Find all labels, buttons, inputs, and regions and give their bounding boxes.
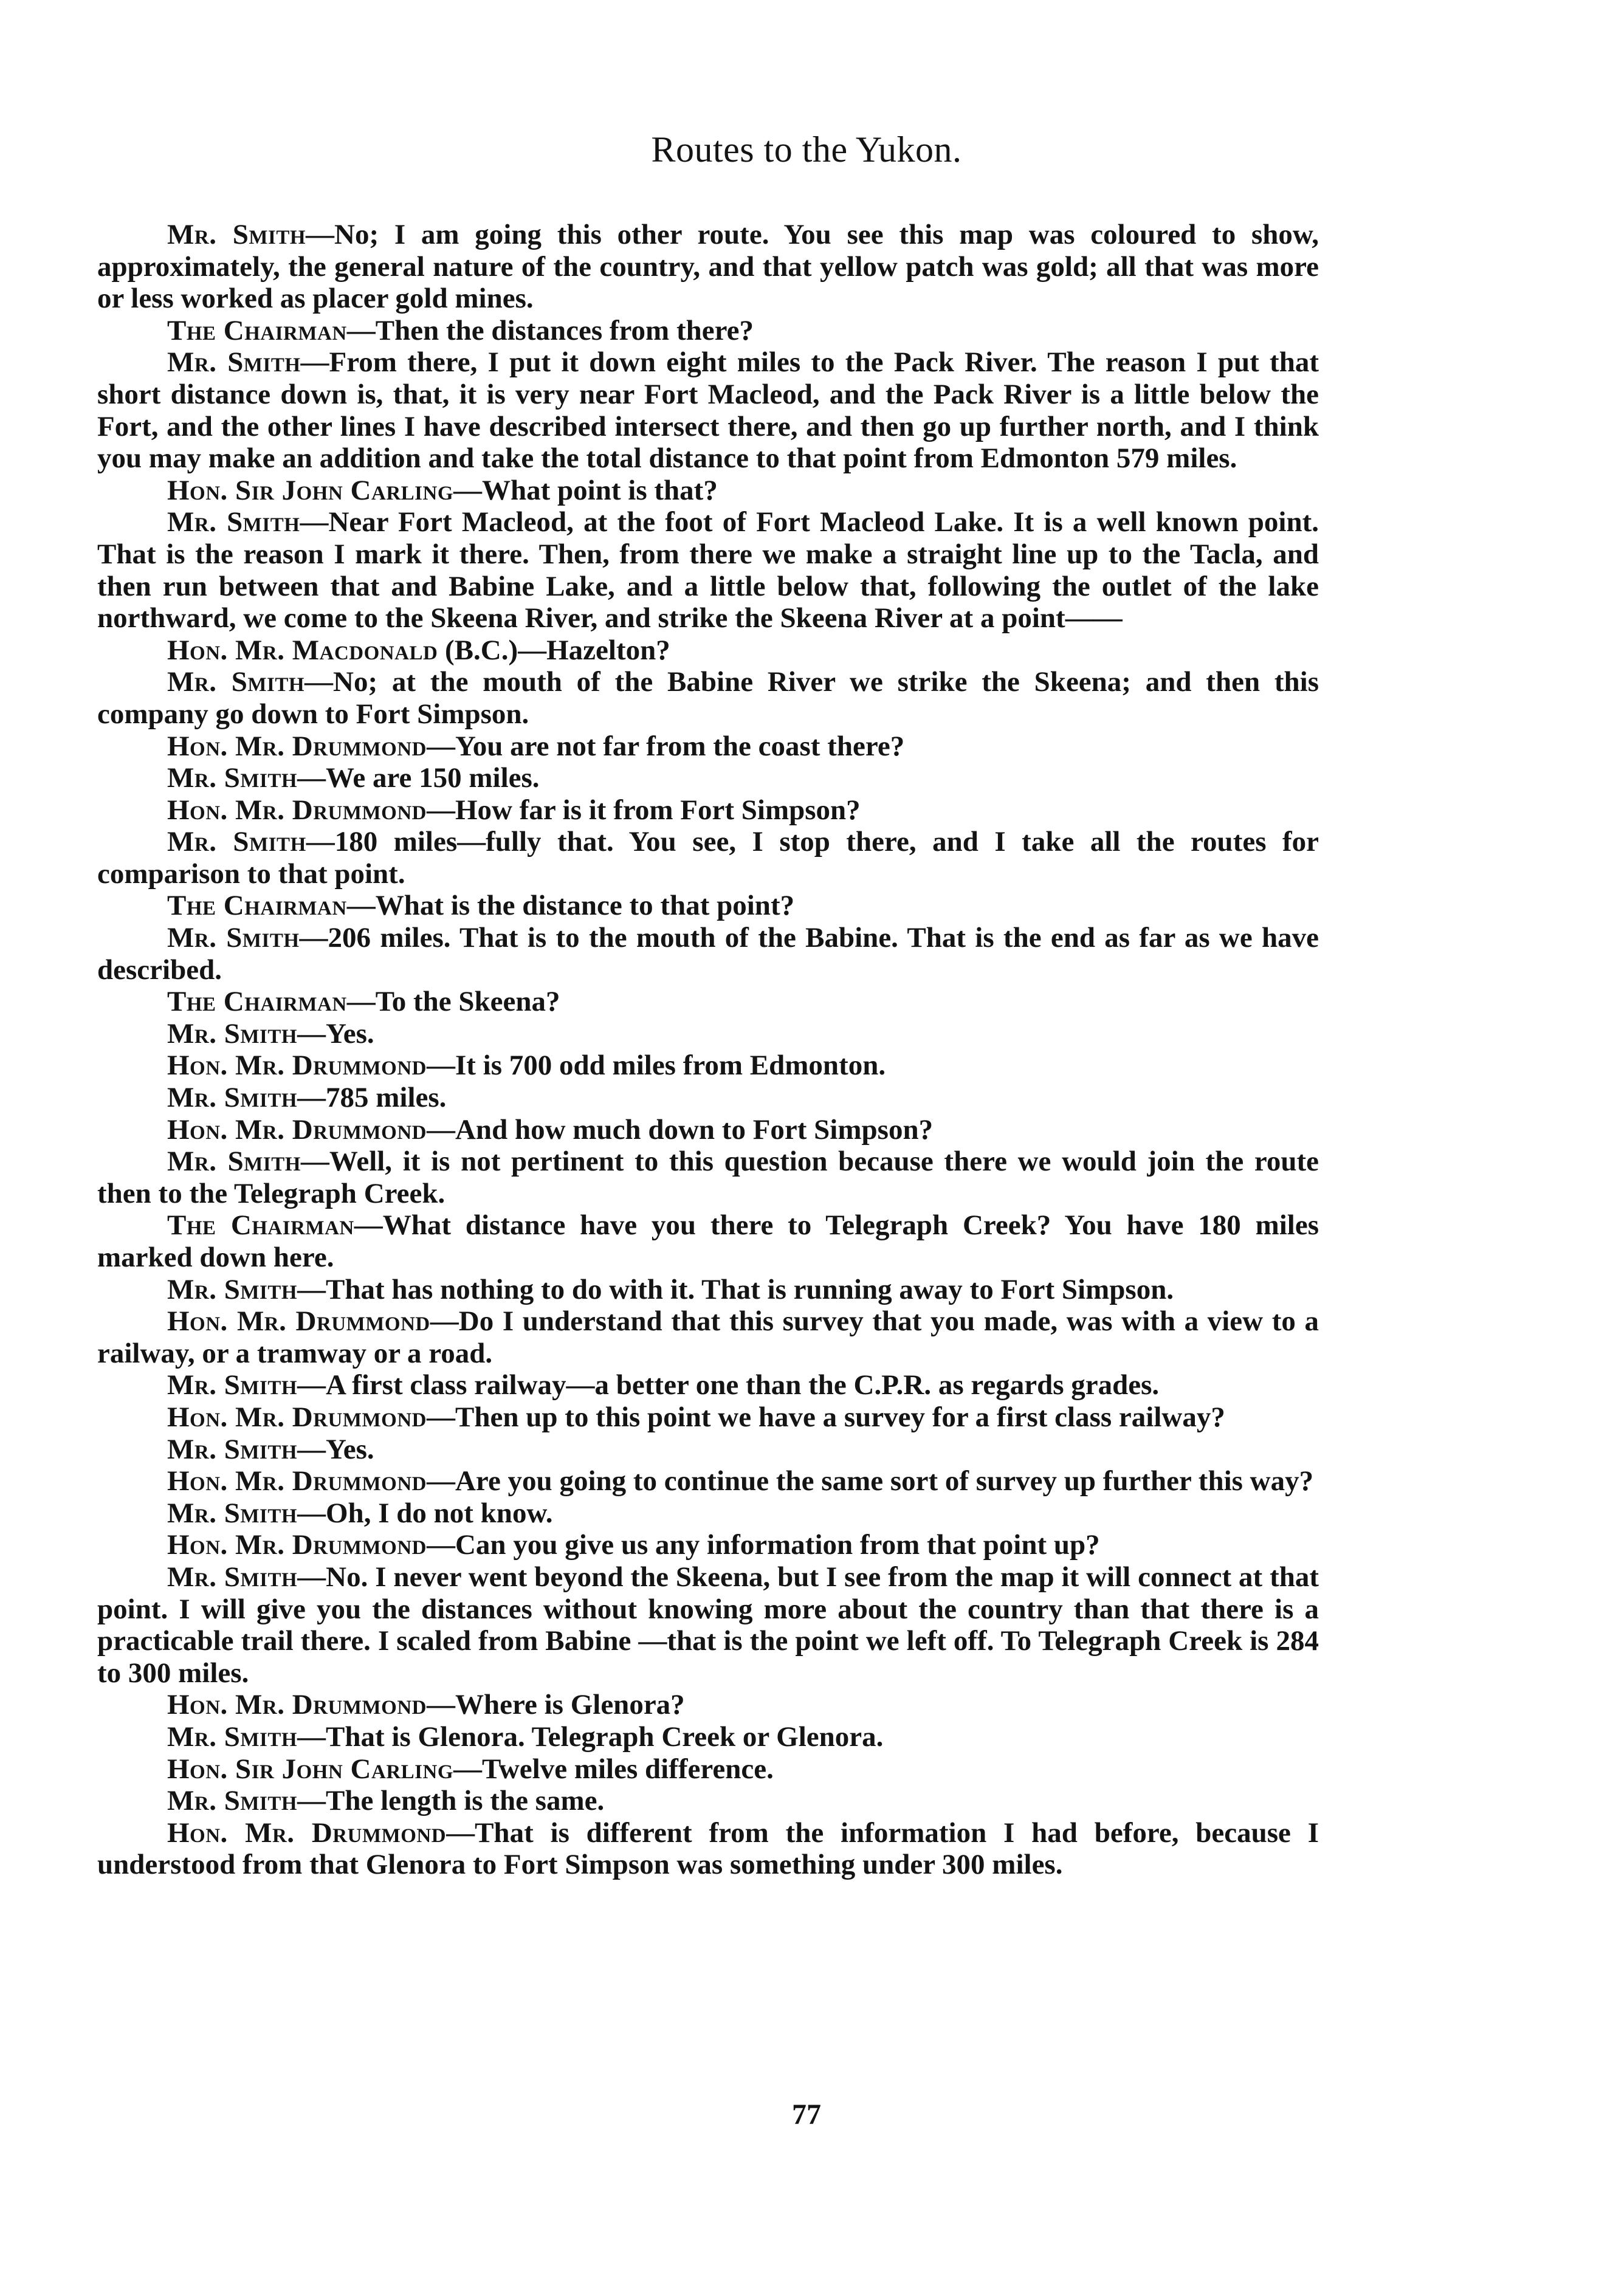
paragraph (97, 1529, 1319, 1561)
page-number: 77 (792, 2098, 821, 2131)
paragraph (97, 1753, 1319, 1786)
speaker-name: Mr. Smith (167, 1785, 297, 1817)
speech-text: —It is 700 odd miles from Edmonton. (426, 1050, 886, 1082)
paragraph (97, 1434, 1319, 1466)
paragraph (97, 1721, 1319, 1753)
speaker-name: Mr. Smith (167, 1273, 297, 1305)
paragraph (97, 1146, 1319, 1209)
speaker-name: Mr. Smith (167, 1017, 297, 1050)
page-title: Routes to the Yukon. (651, 129, 962, 170)
paragraph (97, 794, 1319, 827)
paragraph (97, 666, 1319, 730)
speaker-name: Hon. Mr. Drummond (167, 1050, 427, 1082)
paragraph (97, 346, 1319, 474)
speaker-name: The Chairman (167, 1209, 354, 1242)
speech-text: (B.C.)—Hazelton? (438, 634, 670, 666)
speaker-name: Mr. Smith (167, 506, 300, 538)
paragraph (97, 1401, 1319, 1434)
transcript-body (97, 219, 1319, 1881)
speaker-name: Hon. Mr. Drummond (167, 794, 427, 826)
speech-text: —What distance have you there to Telegraph Creek? You have 180 miles marked down here. (97, 1209, 1319, 1273)
speech-text: —A first class railway—a better one than the C.P.R. as regards grades. (297, 1369, 1160, 1401)
speaker-name: Hon. Sir John Carling (167, 474, 453, 506)
speaker-name: Hon. Mr. Macdonald (167, 634, 438, 666)
speech-text: —180 miles—fully that. You see, I stop there, and I take all the routes for comparison to that point. (97, 826, 1319, 890)
paragraph (97, 1305, 1319, 1369)
speech-text: —You are not far from the coast there? (426, 730, 905, 762)
paragraph (97, 1689, 1319, 1721)
speaker-name: Mr. Smith (167, 1720, 297, 1753)
speaker-name: Mr. Smith (167, 1497, 297, 1529)
paragraph (97, 1114, 1319, 1146)
speech-text: —That has nothing to do with it. That is running away to Fort Simpson. (297, 1273, 1174, 1305)
paragraph (97, 1497, 1319, 1530)
speech-text: —Do I understand that this survey that you made, was with a view to a railway, or a tramway or a road. (97, 1305, 1319, 1369)
speaker-name: Hon. Mr. Drummond (167, 1305, 430, 1338)
speech-text: —That is Glenora. Telegraph Creek or Glenora. (297, 1720, 884, 1753)
speaker-name: Hon. Mr. Drummond (167, 1401, 427, 1433)
paragraph (97, 986, 1319, 1018)
speech-text: —And how much down to Fort Simpson? (426, 1113, 934, 1146)
speech-text: —From there, I put it down eight miles to the Pack River. The reason I put that short distance down is, that, it is very near Fort Macleod, and the Pack River is a little below the Fort, and the other lines I have described intersect there, and then go up further north, and I think you may make an addition and take the total distance to that point from Edmonton 579 miles. (97, 346, 1319, 475)
speaker-name: Mr. Smith (167, 219, 306, 250)
speech-text: —Where is Glenora? (426, 1689, 685, 1721)
speech-text: —No; I am going this other route. You see this map was coloured to show, approximately, the general nature of the country, and that yellow patch was gold; all that was more or less worked as placer gold mines. (97, 219, 1319, 315)
speaker-name: Mr. Smith (167, 826, 306, 858)
speech-text: —Twelve miles difference. (453, 1753, 774, 1785)
paragraph (97, 1209, 1319, 1273)
speech-text: —What is the distance to that point? (346, 890, 795, 922)
speech-text: —Then the distances from there? (346, 314, 754, 346)
speaker-name: Mr. Smith (167, 1433, 297, 1465)
speaker-name: Hon. Mr. Drummond (167, 730, 427, 762)
paragraph (97, 922, 1319, 986)
speech-text: —206 miles. That is to the mouth of the Babine. That is the end as far as we have described. (97, 922, 1319, 986)
paragraph (97, 1082, 1319, 1114)
speech-text: —Well, it is not pertinent to this question because there we would join the route then to the Telegraph Creek. (97, 1146, 1319, 1209)
paragraph (97, 475, 1319, 507)
paragraph (97, 1785, 1319, 1817)
speaker-name: Hon. Mr. Drummond (167, 1113, 427, 1146)
speaker-name: Mr. Smith (167, 1561, 298, 1593)
paragraph (97, 219, 1319, 315)
speech-text: —That is different from the information I had before, because I understood from that Glenora to Fort Simpson was something under 300 miles. (97, 1817, 1319, 1881)
paragraph (97, 1817, 1319, 1881)
speaker-name: Hon. Mr. Drummond (167, 1817, 447, 1849)
speech-text: —Then up to this point we have a survey for a first class railway? (426, 1401, 1225, 1433)
speaker-name: Hon. Mr. Drummond (167, 1689, 427, 1721)
speech-text: —We are 150 miles. (297, 762, 540, 794)
paragraph (97, 730, 1319, 763)
speaker-name: Mr. Smith (167, 346, 301, 379)
speaker-name: Mr. Smith (167, 1369, 297, 1401)
speech-text: —How far is it from Fort Simpson? (426, 794, 861, 826)
speech-text: —The length is the same. (297, 1785, 605, 1817)
paragraph (97, 890, 1319, 922)
speaker-name: Hon. Mr. Drummond (167, 1465, 427, 1497)
speaker-name: The Chairman (167, 314, 347, 346)
speech-text: —To the Skeena? (346, 986, 560, 1018)
speaker-name: Mr. Smith (167, 762, 297, 794)
paragraph (97, 762, 1319, 794)
speech-text: —What point is that? (453, 474, 718, 506)
speaker-name: Mr. Smith (167, 922, 300, 954)
speaker-name: Hon. Mr. Drummond (167, 1529, 427, 1561)
speech-text: —No. I never went beyond the Skeena, but I see from the map it will connect at that point. I will give you the distances without knowing more about the country than that there is a practicable trail there. I scaled from Babine —that is the point we left off. To Telegraph Creek is 284 to 300 miles. (97, 1561, 1319, 1689)
paragraph (97, 826, 1319, 890)
paragraph (97, 506, 1319, 634)
paragraph (97, 1274, 1319, 1306)
speaker-name: The Chairman (167, 890, 347, 922)
paragraph (97, 1018, 1319, 1050)
paragraph (97, 1369, 1319, 1401)
paragraph (97, 1050, 1319, 1082)
paragraph (97, 1465, 1319, 1497)
paragraph (97, 634, 1319, 667)
speaker-name: The Chairman (167, 986, 347, 1018)
speech-text: —Yes. (297, 1017, 374, 1050)
speaker-name: Hon. Sir John Carling (167, 1753, 453, 1785)
speaker-name: Mr. Smith (167, 666, 305, 698)
speech-text: —Are you going to continue the same sort of survey up further this way? (426, 1465, 1314, 1497)
speech-text: —Oh, I do not know. (297, 1497, 553, 1529)
speech-text: —Can you give us any information from that point up? (426, 1529, 1100, 1561)
speaker-name: Mr. Smith (167, 1146, 301, 1178)
speech-text: —No; at the mouth of the Babine River we strike the Skeena; and then this company go down to Fort Simpson. (97, 666, 1319, 730)
speech-text: —Yes. (297, 1433, 374, 1465)
paragraph (97, 315, 1319, 347)
paragraph (97, 1561, 1319, 1689)
speech-text: —Near Fort Macleod, at the foot of Fort Macleod Lake. It is a well known point. That is the reason I mark it there. Then, from there we make a straight line up to the Tacla, and then run between that and Babine Lake, and a little below that, following the outlet of the lake northward, we come to the Skeena River, and strike the Skeena River at a point—— (97, 506, 1319, 634)
speech-text: —785 miles. (297, 1082, 447, 1114)
speaker-name: Mr. Smith (167, 1082, 297, 1114)
